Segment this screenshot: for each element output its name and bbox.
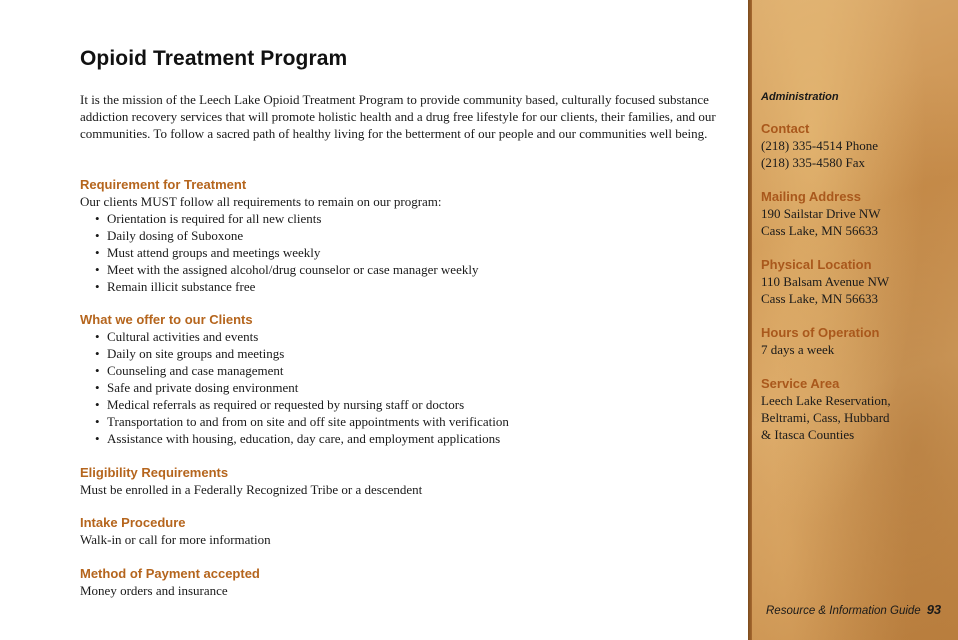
mailing-city: Cass Lake, MN 56633 <box>761 223 878 238</box>
contact-heading: Contact <box>761 121 810 136</box>
list-item: • Remain illicit substance free <box>95 278 720 295</box>
sidebar-edge <box>748 0 752 640</box>
list-item: • Daily on site groups and meetings <box>95 345 720 362</box>
eligibility-section <box>80 464 720 498</box>
payment-heading: Method of Payment accepted <box>80 566 260 581</box>
physical-city: Cass Lake, MN 56633 <box>761 291 878 306</box>
service-line: Leech Lake Reservation, <box>761 393 891 408</box>
service-line: Beltrami, Cass, Hubbard <box>761 410 890 425</box>
eligibility-heading: Eligibility Requirements <box>80 465 229 480</box>
page-title: Opioid Treatment Program <box>80 47 348 70</box>
list-item: • Orientation is required for all new clients <box>95 210 720 227</box>
list-item: • Safe and private dosing environment <box>95 379 720 396</box>
service-line: & Itasca Counties <box>761 427 855 442</box>
mission-section <box>80 91 720 142</box>
mailing-street: 190 Sailstar Drive NW <box>761 206 881 221</box>
page-footer <box>766 602 941 617</box>
list-item: • Daily dosing of Suboxone <box>95 227 720 244</box>
list-item: • Meet with the assigned alcohol/drug counselor or case manager weekly <box>95 261 720 278</box>
requirement-heading: Requirement for Treatment <box>80 177 247 192</box>
sidebar-category: Administration <box>761 91 839 103</box>
contact-phone: (218) 335-4514 Phone <box>761 138 878 153</box>
requirement-section <box>80 176 720 295</box>
payment-text: Money orders and insurance <box>80 583 228 598</box>
eligibility-text: Must be enrolled in a Federally Recognized Tribe or a descendent <box>80 482 423 497</box>
hours-text: 7 days a week <box>761 342 835 357</box>
intake-text: Walk-in or call for more information <box>80 532 271 547</box>
mission-text: It is the mission of the Leech Lake Opioid Treatment Program to provide community based, culturally focused substance addiction recovery services that will promote holistic health and a drug free lifestyle for our clients, their families, and our communities. To follow a sacred path of healthy living for the betterment of our people and our communities well being. <box>80 92 716 141</box>
payment-section <box>80 565 720 599</box>
offer-section <box>80 311 720 447</box>
intake-section <box>80 514 720 548</box>
intake-heading: Intake Procedure <box>80 515 186 530</box>
mailing-block <box>761 188 951 239</box>
mailing-heading: Mailing Address <box>761 189 861 204</box>
list-item: • Must attend groups and meetings weekly <box>95 244 720 261</box>
list-item: • Assistance with housing, education, day care, and employment applications <box>95 430 720 447</box>
list-item: • Counseling and case management <box>95 362 720 379</box>
requirement-intro: Our clients MUST follow all requirements to remain on our program: <box>80 194 442 209</box>
hours-heading: Hours of Operation <box>761 325 880 340</box>
list-item: • Transportation to and from on site and off site appointments with verification <box>95 413 720 430</box>
service-block <box>761 375 951 443</box>
contact-block <box>761 120 951 171</box>
physical-block <box>761 256 951 307</box>
contact-fax: (218) 335-4580 Fax <box>761 155 865 170</box>
hours-block <box>761 324 951 358</box>
info-sidebar <box>748 0 958 640</box>
requirement-list <box>80 210 720 295</box>
guide-title: Resource & Information Guide <box>766 605 921 617</box>
page-number: 93 <box>926 602 942 617</box>
service-heading: Service Area <box>761 376 840 391</box>
physical-street: 110 Balsam Avenue NW <box>761 274 890 289</box>
offer-list <box>80 328 720 447</box>
list-item: • Medical referrals as required or requested by nursing staff or doctors <box>95 396 720 413</box>
physical-heading: Physical Location <box>761 257 872 272</box>
offer-heading: What we offer to our Clients <box>80 312 253 327</box>
list-item: • Cultural activities and events <box>95 328 720 345</box>
